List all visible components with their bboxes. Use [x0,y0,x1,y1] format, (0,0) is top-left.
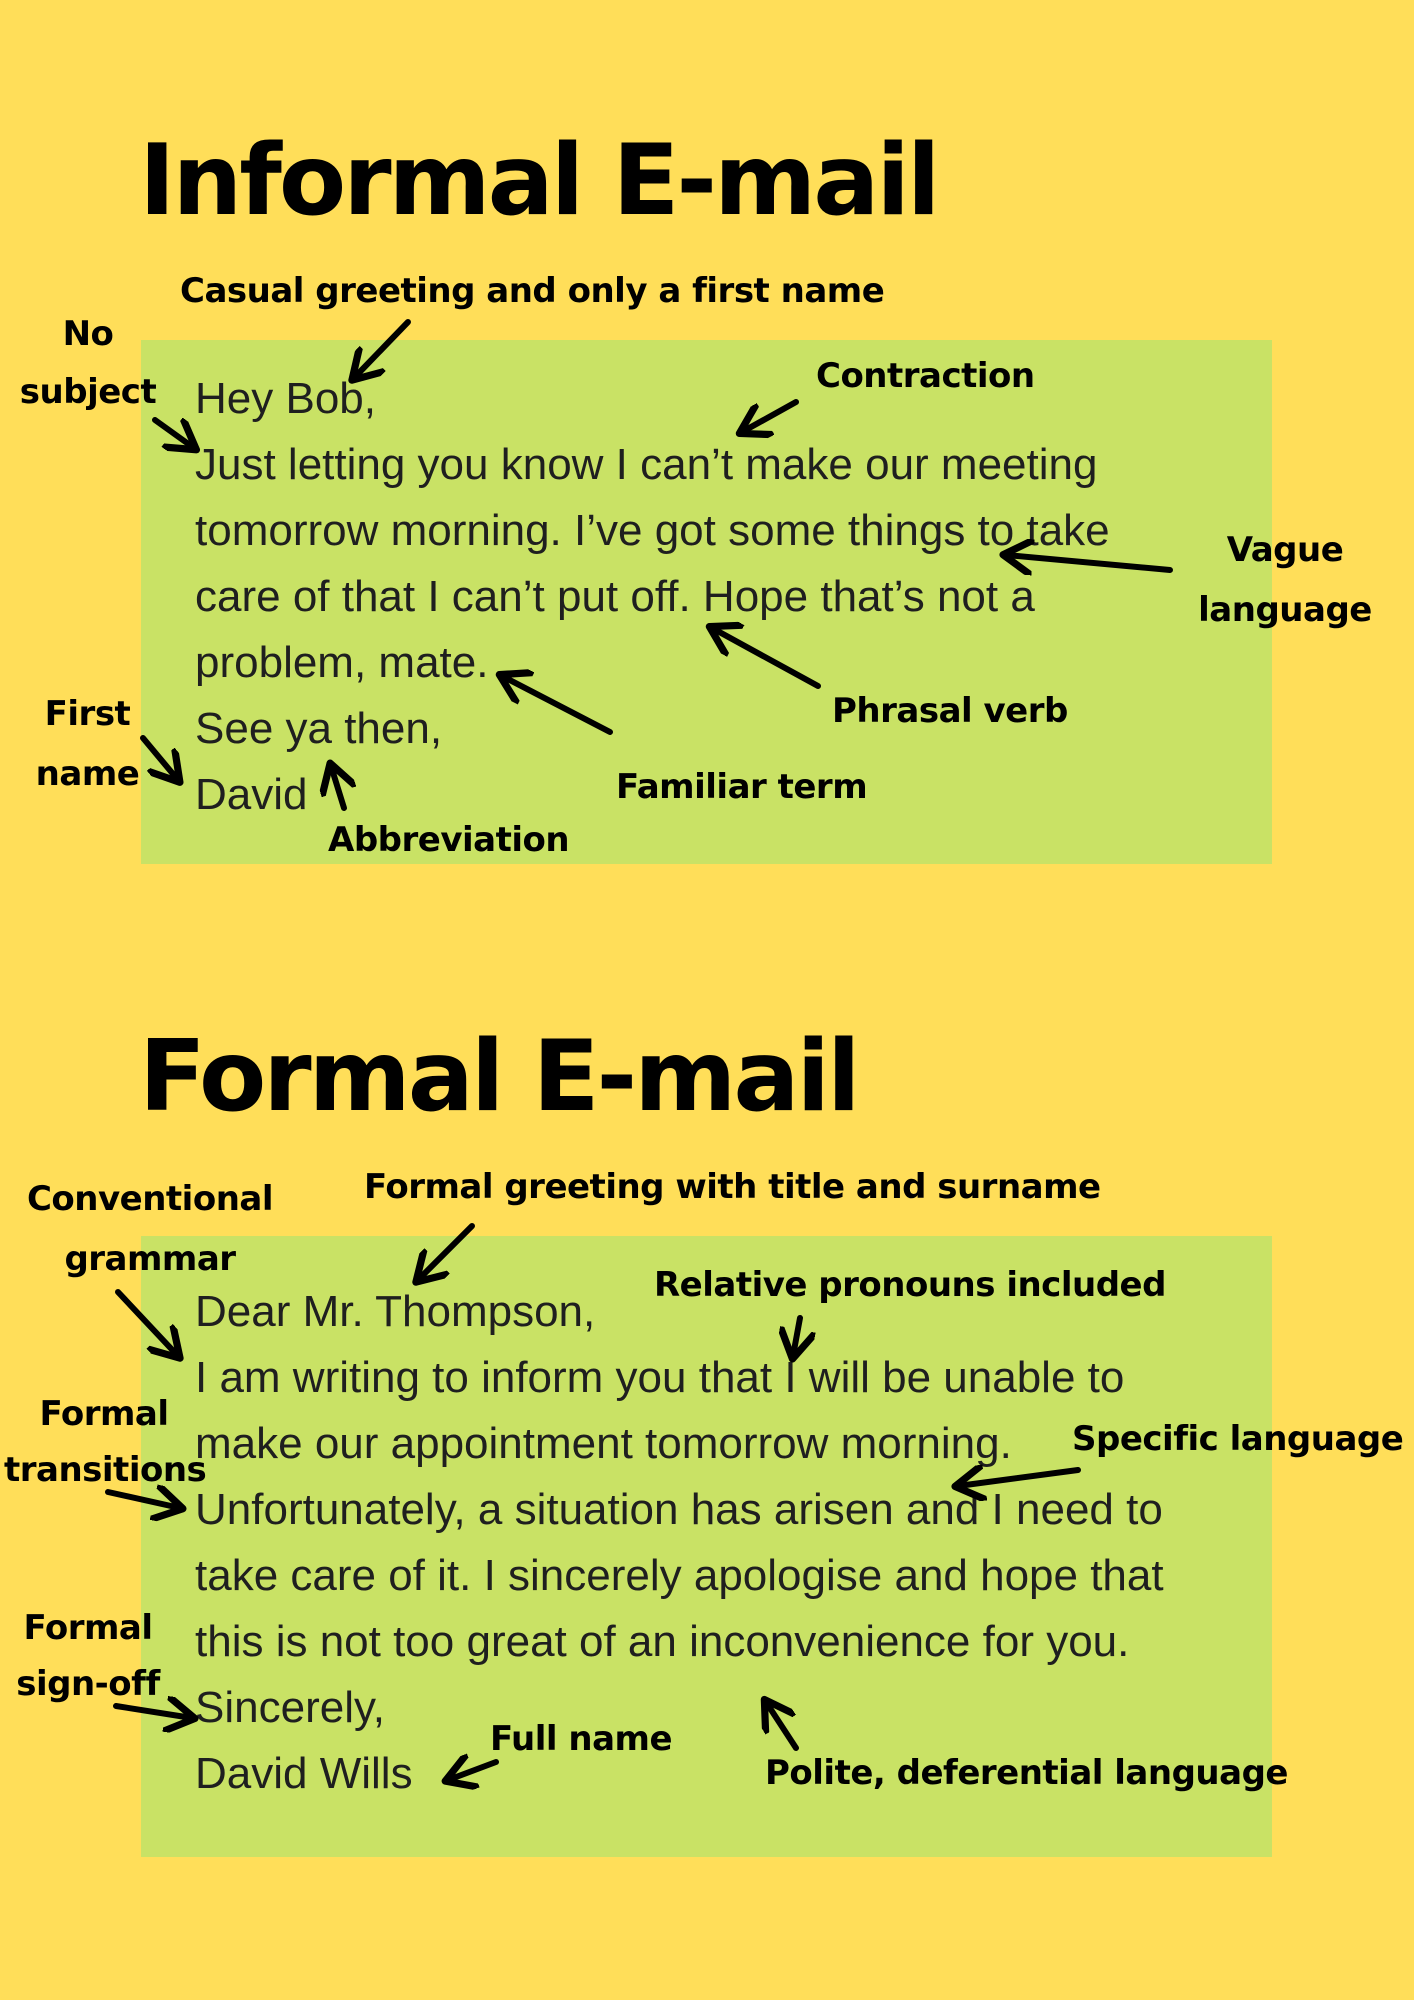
arrow [108,1492,180,1508]
arrow [155,420,194,448]
annotation-full-name: Full name [490,1719,673,1759]
annotation-formal-greeting: Formal greeting with title and surname [364,1167,1101,1207]
annotation-phrasal-verb: Phrasal verb [832,691,1068,731]
annotation-relative-pronouns: Relative pronouns included [654,1265,1166,1305]
annotation-no-subject: No subject [19,314,157,412]
email-line: this is not too great of an inconvenience for you. [195,1617,1130,1666]
annotation-formal-transitions: Formal transitions [4,1394,207,1490]
email-line: Hey Bob, [195,374,376,423]
email-line: Sincerely, [195,1683,385,1732]
arrow [143,738,178,780]
annotation-first-name: First name [35,694,140,794]
email-line: make our appointment tomorrow morning. [195,1419,1012,1468]
annotation-formal-signoff: Formal sign-off [16,1608,160,1704]
informal-title: Informal E-mail [139,124,938,238]
arrow [331,766,344,808]
email-line: See ya then, [195,704,443,753]
email-line: tomorrow morning. I’ve got some things to take [195,506,1110,555]
email-line: problem, mate. [195,638,489,687]
email-line: David Wills [195,1749,413,1798]
email-line: Dear Mr. Thompson, [195,1287,596,1336]
email-line: Unfortunately, a situation has arisen and I need to [195,1485,1163,1534]
annotation-contraction: Contraction [816,356,1035,396]
annotation-specific-language: Specific language [1072,1419,1404,1459]
annotation-vague-language: Vague language [1198,530,1372,630]
arrow [742,402,796,432]
annotation-casual-greeting: Casual greeting and only a first name [180,271,885,311]
annotation-polite-language: Polite, deferential language [765,1753,1288,1793]
email-line: care of that I can’t put off. Hope that’s not a [195,572,1035,621]
arrow [354,322,408,378]
arrow [418,1226,472,1280]
arrow [958,1470,1078,1486]
arrow [793,1318,800,1356]
annotation-conventional-grammar: Conventional grammar [26,1179,273,1279]
arrow [448,1762,496,1780]
annotation-abbreviation: Abbreviation [328,820,570,860]
email-line: take care of it. I sincerely apologise and hope that [195,1551,1164,1600]
email-line: I am writing to inform you that I will be unable to [195,1353,1125,1402]
arrow [1006,555,1170,570]
arrow [118,1292,178,1356]
annotation-familiar-term: Familiar term [616,767,868,807]
arrow [502,676,610,732]
email-line: Just letting you know I can’t make our meeting [195,440,1098,489]
arrow [712,628,818,686]
email-line: David [195,770,308,819]
formal-title: Formal E-mail [139,1020,858,1134]
arrow [116,1706,192,1718]
arrow [766,1702,796,1748]
